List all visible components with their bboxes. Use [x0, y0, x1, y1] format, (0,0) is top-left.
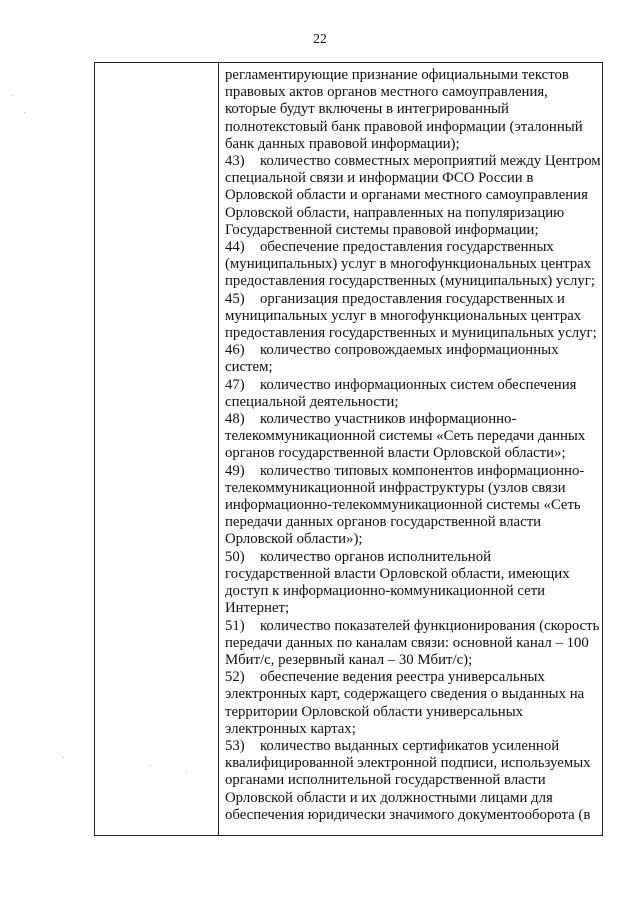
- line-text: банк данных правовой информации);: [225, 135, 460, 152]
- line-text: информационно-телекоммуникационной системы «Сеть: [225, 497, 581, 514]
- text-line: [225, 549, 599, 566]
- line-text: количество участников информационно-: [260, 411, 517, 428]
- table-content-cell: [225, 67, 599, 824]
- text-line: [225, 635, 599, 652]
- text-line: [225, 239, 599, 256]
- line-text: телекоммуникационной системы «Сеть передачи данных: [225, 428, 586, 445]
- text-line: [225, 652, 599, 669]
- text-line: [225, 84, 599, 101]
- text-line: [225, 514, 599, 531]
- page-number: 22: [313, 31, 327, 46]
- item-number: 48): [225, 411, 245, 428]
- text-line: [225, 583, 599, 600]
- line-text: электронных карт, содержащего сведения о выданных на: [225, 686, 585, 703]
- line-text: органов государственной власти Орловской области»;: [225, 445, 566, 462]
- text-line: [225, 205, 599, 222]
- text-line: [225, 721, 599, 738]
- line-text: количество выданных сертификатов усиленной: [260, 737, 560, 754]
- text-line: [225, 377, 599, 394]
- item-number: 53): [225, 737, 245, 754]
- line-text: Орловской области и их должностными лицами для: [225, 789, 553, 806]
- text-line: [225, 755, 599, 772]
- line-text: Интернет;: [225, 600, 290, 617]
- text-line: [225, 359, 599, 376]
- text-line: [225, 222, 599, 239]
- line-text: муниципальных услуг в многофункциональных центрах: [225, 307, 582, 324]
- text-line: [225, 308, 599, 325]
- text-line: [225, 445, 599, 462]
- line-text: телекоммуникационной инфраструктуры (узлов связи: [225, 479, 566, 496]
- text-line: [225, 600, 599, 617]
- line-text: которые будут включены в интегрированный: [225, 101, 509, 118]
- text-line: [225, 790, 599, 807]
- text-line: [225, 463, 599, 480]
- line-text: специальной деятельности;: [225, 393, 399, 410]
- line-text: правовых актов органов местного самоуправления,: [225, 84, 548, 101]
- text-line: [225, 67, 599, 84]
- text-line: [225, 807, 599, 824]
- text-line: [225, 153, 599, 170]
- item-number: 46): [225, 342, 245, 359]
- line-text: полнотекстовый банк правовой информации (эталонный: [225, 118, 583, 135]
- line-text: количество совместных мероприятий между Центром: [260, 153, 601, 170]
- text-line: [225, 738, 599, 755]
- line-text: систем;: [225, 359, 273, 376]
- line-text: обеспечения юридически значимого документооборота (в: [225, 806, 591, 823]
- item-number: 49): [225, 462, 245, 479]
- text-line: [225, 325, 599, 342]
- item-number: 44): [225, 239, 245, 256]
- item-number: 47): [225, 376, 245, 393]
- line-text: государственной власти Орловской области, имеющих: [225, 565, 570, 582]
- item-number: 52): [225, 669, 245, 686]
- line-text: количество типовых компонентов информационно-: [260, 462, 585, 479]
- text-line: [225, 136, 599, 153]
- line-text: количество информационных систем обеспечения: [260, 376, 577, 393]
- text-line: [225, 772, 599, 789]
- line-text: обеспечение предоставления государственных: [260, 239, 554, 256]
- line-text: доступ к информационно-коммуникационной сети: [225, 583, 546, 600]
- text-line: [225, 256, 599, 273]
- line-text: обеспечение ведения реестра универсальных: [260, 669, 545, 686]
- text-line: [225, 480, 599, 497]
- scan-artifact: [186, 771, 187, 772]
- scan-artifact: [12, 95, 13, 96]
- scan-artifact: [24, 112, 25, 113]
- line-text: (муниципальных) услуг в многофункциональных центрах: [225, 256, 592, 273]
- item-number: 50): [225, 548, 245, 565]
- line-text: Мбит/с, резервный канал – 30 Мбит/с);: [225, 651, 473, 668]
- text-line: [225, 428, 599, 445]
- line-text: количество показателей функционирования (скорость: [260, 617, 600, 634]
- text-line: [225, 686, 599, 703]
- text-line: [225, 187, 599, 204]
- line-text: количество сопровождаемых информационных: [260, 342, 559, 359]
- line-text: Орловской области и органами местного самоуправления: [225, 187, 588, 204]
- text-line: [225, 411, 599, 428]
- text-line: [225, 273, 599, 290]
- item-number: 45): [225, 290, 245, 307]
- line-text: Государственной системы правовой информации;: [225, 221, 539, 238]
- text-line: [225, 704, 599, 721]
- line-text: квалифицированной электронной подписи, используемых: [225, 755, 591, 772]
- line-text: электронных картах;: [225, 720, 356, 737]
- text-line: [225, 101, 599, 118]
- text-line: [225, 618, 599, 635]
- line-text: предоставления государственных и муниципальных услуг;: [225, 325, 597, 342]
- text-line: [225, 669, 599, 686]
- line-text: Орловской области»);: [225, 531, 363, 548]
- line-text: регламентирующие признание официальными текстов: [225, 67, 569, 83]
- text-line: [225, 497, 599, 514]
- text-line: [225, 566, 599, 583]
- line-text: организация предоставления государственных и: [260, 290, 565, 307]
- document-table: [94, 62, 603, 836]
- text-line: [225, 170, 599, 187]
- text-line: [225, 531, 599, 548]
- item-number: 51): [225, 617, 245, 634]
- text-line: [225, 119, 599, 136]
- line-text: Орловской области, направленных на популяризацию: [225, 204, 565, 221]
- text-line: [225, 342, 599, 359]
- line-text: передачи данных органов государственной власти: [225, 514, 542, 531]
- text-line: [225, 394, 599, 411]
- scan-artifact: [150, 765, 151, 766]
- line-text: территории Орловской области универсальных: [225, 703, 524, 720]
- line-text: органами исполнительной государственной власти: [225, 772, 546, 789]
- line-text: специальной связи и информации ФСО России в: [225, 170, 534, 187]
- item-number: 43): [225, 153, 245, 170]
- line-text: предоставления государственных (муниципальных) услуг;: [225, 273, 595, 290]
- column-divider: [218, 63, 219, 835]
- text-line: [225, 291, 599, 308]
- line-text: передачи данных по каналам связи: основной канал – 100: [225, 634, 589, 651]
- line-text: количество органов исполнительной: [260, 548, 492, 565]
- scan-artifact: [63, 757, 64, 758]
